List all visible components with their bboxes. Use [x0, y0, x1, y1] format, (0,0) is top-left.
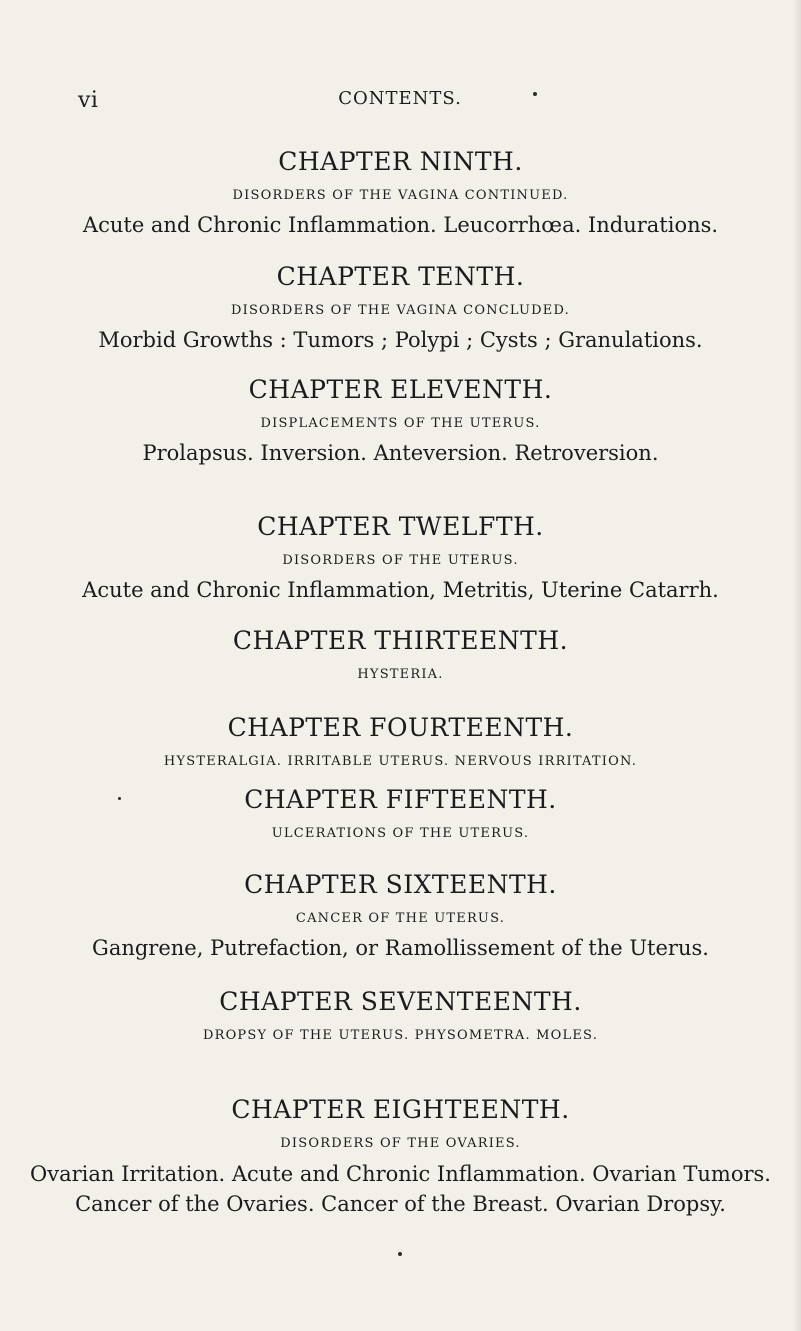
chapter-title: CHAPTER ELEVENTH.	[248, 375, 553, 404]
chapter-heading: DISORDERS OF THE VAGINA CONCLUDED.	[230, 303, 570, 318]
chapter-description	[0, 1159, 801, 1219]
chapter-ninth	[0, 147, 801, 239]
chapter-eleventh	[0, 375, 801, 467]
chapter-title: CHAPTER FIFTEENTH.	[244, 785, 557, 814]
chapter-seventeenth	[0, 987, 801, 1045]
chapter-heading: DISPLACEMENTS OF THE UTERUS.	[260, 416, 541, 431]
page-number: vi	[78, 88, 99, 113]
chapter-title: CHAPTER FOURTEENTH.	[227, 713, 574, 742]
chapter-sixteenth	[0, 870, 801, 962]
chapter-fourteenth	[0, 713, 801, 771]
chapter-description: Prolapsus. Inversion. Anteversion. Retroversion.	[142, 441, 659, 465]
chapter-title: CHAPTER TENTH.	[276, 262, 525, 291]
chapter-heading: CANCER OF THE UTERUS.	[295, 911, 506, 926]
chapter-heading: ULCERATIONS OF THE UTERUS.	[271, 826, 530, 841]
chapter-heading: DISORDERS OF THE OVARIES.	[280, 1136, 521, 1151]
chapter-title: CHAPTER NINTH.	[278, 147, 523, 176]
chapter-title: CHAPTER TWELFTH.	[257, 512, 544, 541]
chapter-description: Morbid Growths : Tumors ; Polypi ; Cysts ; Granulations.	[98, 328, 703, 352]
ink-speck	[533, 92, 537, 96]
chapter-thirteenth	[0, 626, 801, 684]
chapter-heading: HYSTERIA.	[357, 667, 444, 682]
chapter-heading: DISORDERS OF THE UTERUS.	[282, 553, 519, 568]
chapter-title: CHAPTER SIXTEENTH.	[244, 870, 557, 899]
chapter-tenth	[0, 262, 801, 354]
description-line: Ovarian Irritation. Acute and Chronic Inflammation. Ovarian Tumors.	[30, 1162, 771, 1186]
ink-speck	[398, 1252, 402, 1256]
chapter-description: Gangrene, Putrefaction, or Ramollissement of the Uterus.	[92, 936, 709, 960]
chapter-title: CHAPTER EIGHTEENTH.	[231, 1095, 570, 1124]
chapter-twelfth	[0, 512, 801, 604]
chapter-description: Acute and Chronic Inflammation. Leucorrhœa. Indurations.	[82, 213, 719, 237]
chapter-eighteenth	[0, 1095, 801, 1219]
chapter-title: CHAPTER SEVENTEENTH.	[219, 987, 582, 1016]
running-head: CONTENTS.	[338, 88, 462, 109]
chapter-fifteenth	[0, 785, 801, 843]
chapter-heading: HYSTERALGIA. IRRITABLE UTERUS. NERVOUS IRRITATION.	[163, 754, 638, 769]
chapter-heading: DISORDERS OF THE VAGINA CONTINUED.	[232, 188, 569, 203]
description-line: Cancer of the Ovaries. Cancer of the Breast. Ovarian Dropsy.	[75, 1192, 726, 1216]
ink-speck	[118, 797, 121, 800]
chapter-heading: DROPSY OF THE UTERUS. PHYSOMETRA. MOLES.	[202, 1028, 599, 1043]
page-edge-shadow	[793, 0, 801, 1331]
chapter-title: CHAPTER THIRTEENTH.	[232, 626, 569, 655]
chapter-description: Acute and Chronic Inflammation, Metritis, Uterine Catarrh.	[82, 578, 719, 602]
